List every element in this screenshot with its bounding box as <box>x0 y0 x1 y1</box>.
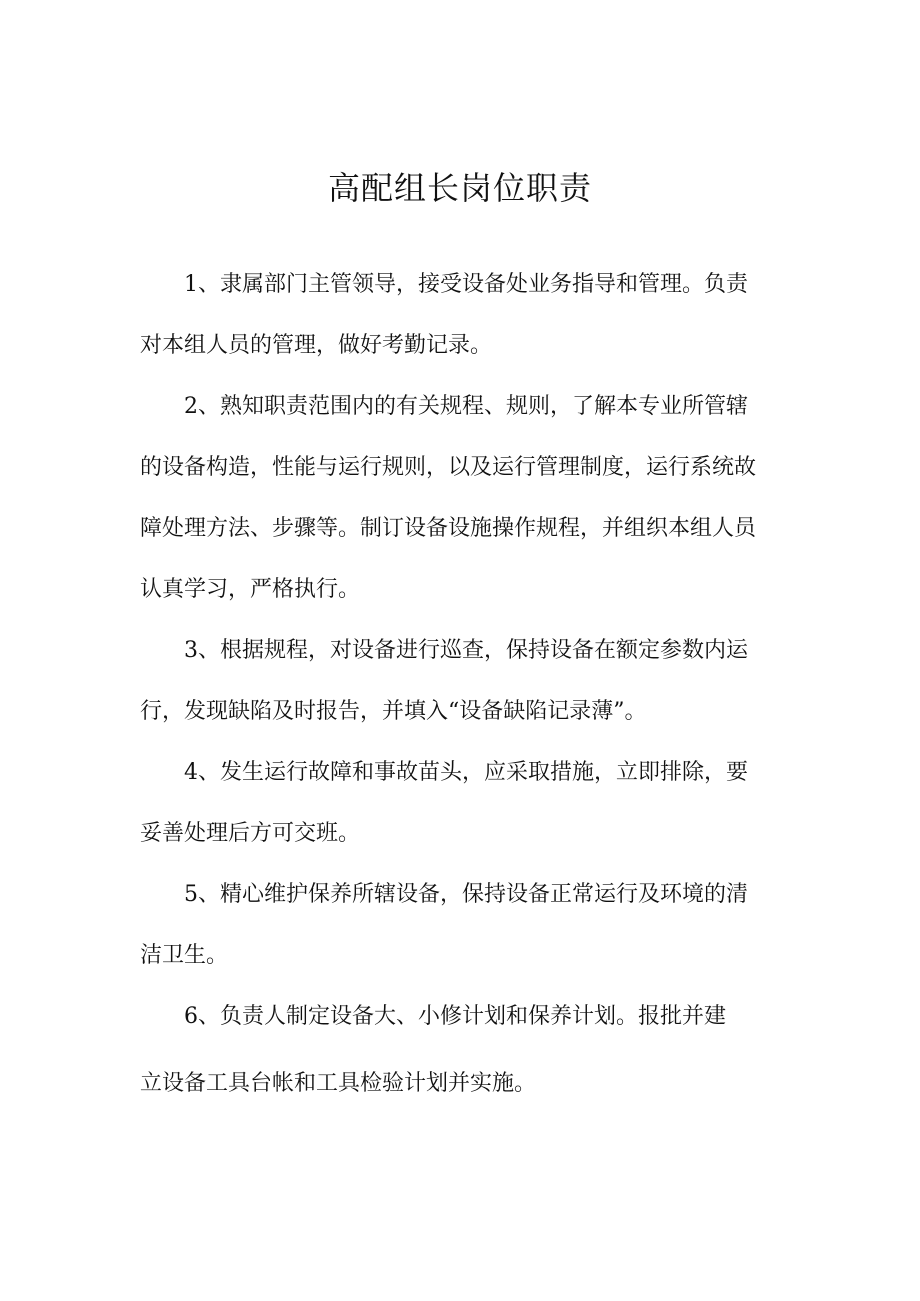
paragraph-line: 行，发现缺陷及时报告，并填入“设备缺陷记录薄”。 <box>140 699 647 724</box>
duty-paragraph-5 <box>140 864 785 986</box>
duty-paragraph-4 <box>140 742 785 864</box>
duty-paragraph-6 <box>140 986 785 1114</box>
paragraph-line: 1、隶属部门主管领导，接受设备处业务指导和管理。负责 <box>184 272 748 297</box>
paragraph-line: 对本组人员的管理，做好考勤记录。 <box>140 333 493 358</box>
paragraph-line: 立设备工具台帐和工具检验计划并实施。 <box>140 1071 537 1096</box>
duty-paragraph-3 <box>140 620 785 742</box>
paragraph-line: 3、根据规程，对设备进行巡查，保持设备在额定参数内运 <box>184 638 748 663</box>
paragraph-line: 洁卫生。 <box>140 943 229 968</box>
page-title: 高配组长岗位职责 <box>327 169 592 207</box>
paragraph-line: 的设备构造，性能与运行规则，以及运行管理制度，运行系统故 <box>140 455 757 480</box>
duty-paragraph-2 <box>140 376 785 620</box>
paragraph-line: 障处理方法、步骤等。制订设备设施操作规程，并组织本组人员 <box>140 516 757 541</box>
paragraph-line: 妥善处理后方可交班。 <box>140 821 361 846</box>
duty-paragraph-1 <box>140 254 785 376</box>
paragraph-line: 2、熟知职责范围内的有关规程、规则，了解本专业所管辖 <box>184 394 748 419</box>
paragraph-line: 认真学习，严格执行。 <box>140 577 361 602</box>
paragraph-line: 6、负责人制定设备大、小修计划和保养计划。报批并建 <box>184 1004 726 1029</box>
paragraph-line: 5、精心维护保养所辖设备，保持设备正常运行及环境的清 <box>184 882 748 907</box>
paragraph-line: 4、发生运行故障和事故苗头，应采取措施，立即排除，要 <box>184 760 748 785</box>
